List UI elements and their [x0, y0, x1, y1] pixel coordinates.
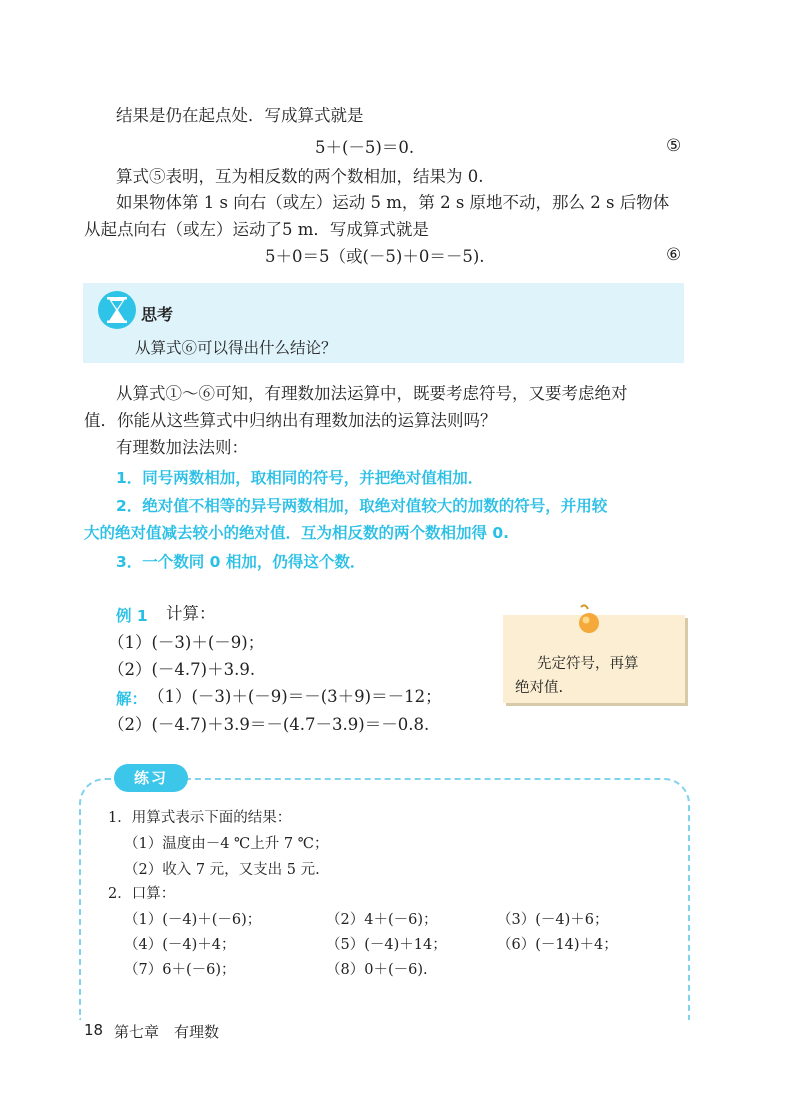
exercise-question-2: 2．口算：	[108, 886, 176, 902]
mental-math-item: （5）(－4)＋14；	[326, 937, 447, 953]
pushpin-icon	[573, 603, 603, 637]
rule-3: 3．一个数同 0 相加，仍得这个数．	[116, 553, 366, 571]
mental-math-item: （2）4＋(－6)；	[326, 912, 438, 928]
rule-2-line-2: 大的绝对值减去较小的绝对值．互为相反数的两个数相加得 0.	[84, 524, 510, 542]
rule-1: 1．同号两数相加，取相同的符号，并把绝对值相加．	[116, 469, 484, 487]
equation-5-meaning: 算式⑤表明，互为相反数的两个数相加，结果为 0.	[116, 167, 484, 186]
equation-5-number: ⑤	[666, 136, 682, 156]
chapter-title: 第七章 有理数	[114, 1023, 220, 1041]
example-title: 计算：	[166, 604, 216, 623]
example-item-1: （1）(－3)＋(－9)；	[108, 633, 265, 652]
think-title: 思考	[141, 305, 174, 324]
example-item-2: （2）(－4.7)＋3.9.	[108, 660, 256, 679]
think-question: 从算式⑥可以得出什么结论？	[135, 339, 337, 357]
rules-heading: 有理数加法法则：	[116, 438, 248, 457]
rules-intro-line-2: 值．你能从这些算式中归纳出有理数加法的运算法则吗？	[84, 411, 497, 430]
mental-math-item: （1）(－4)＋(－6)；	[124, 912, 262, 928]
paragraph-line-1: 如果物体第 1 s 向右（或左）运动 5 m，第 2 s 原地不动，那么 2 s 后物体	[116, 193, 670, 212]
page-number: 18	[84, 1021, 104, 1039]
solution-line-2: （2）(－4.7)＋3.9＝－(4.7－3.9)＝－0.8.	[108, 715, 430, 734]
exercise-question-1: 1．用算式表示下面的结果：	[108, 810, 292, 826]
paragraph-line-2: 从起点向右（或左）运动了5 m．写成算式就是	[84, 220, 429, 239]
exercise-tab: 练习	[114, 764, 188, 792]
hourglass-icon	[97, 290, 137, 330]
mental-math-item: （7）6＋(－6)；	[124, 962, 236, 978]
equation-5: 5＋(－5)＝0.	[315, 138, 415, 157]
mental-math-item: （6）(－14)＋4；	[497, 937, 618, 953]
note-line-2: 绝对值.	[515, 680, 564, 696]
mental-math-item: （8）0＋(－6).	[326, 962, 428, 978]
note-line-1: 先定符号，再算	[537, 656, 639, 672]
mental-math-item: （3）(－4)＋6；	[497, 912, 609, 928]
equation-6: 5＋0＝5（或(－5)＋0＝－5).	[265, 247, 485, 266]
rules-intro-line-1: 从算式①～⑥可知，有理数加法运算中，既要考虑符号，又要考虑绝对	[116, 384, 628, 403]
rule-2-line-1: 2．绝对值不相等的异号两数相加，取绝对值较大的加数的符号，并用较	[116, 497, 608, 515]
example-label: 例 1	[116, 607, 148, 625]
result-text: 结果是仍在起点处．写成算式就是	[116, 106, 364, 125]
exercise-question-1-b: （2）收入 7 元，又支出 5 元.	[124, 862, 320, 878]
exercise-question-1-a: （1）温度由－4 ℃上升 7 ℃；	[124, 836, 329, 852]
equation-6-number: ⑥	[666, 245, 682, 265]
solution-line-1: （1）(－3)＋(－9)＝－(3＋9)＝－12；	[148, 687, 442, 706]
mental-math-item: （4）(－4)＋4；	[124, 937, 236, 953]
solution-label: 解：	[116, 690, 148, 708]
